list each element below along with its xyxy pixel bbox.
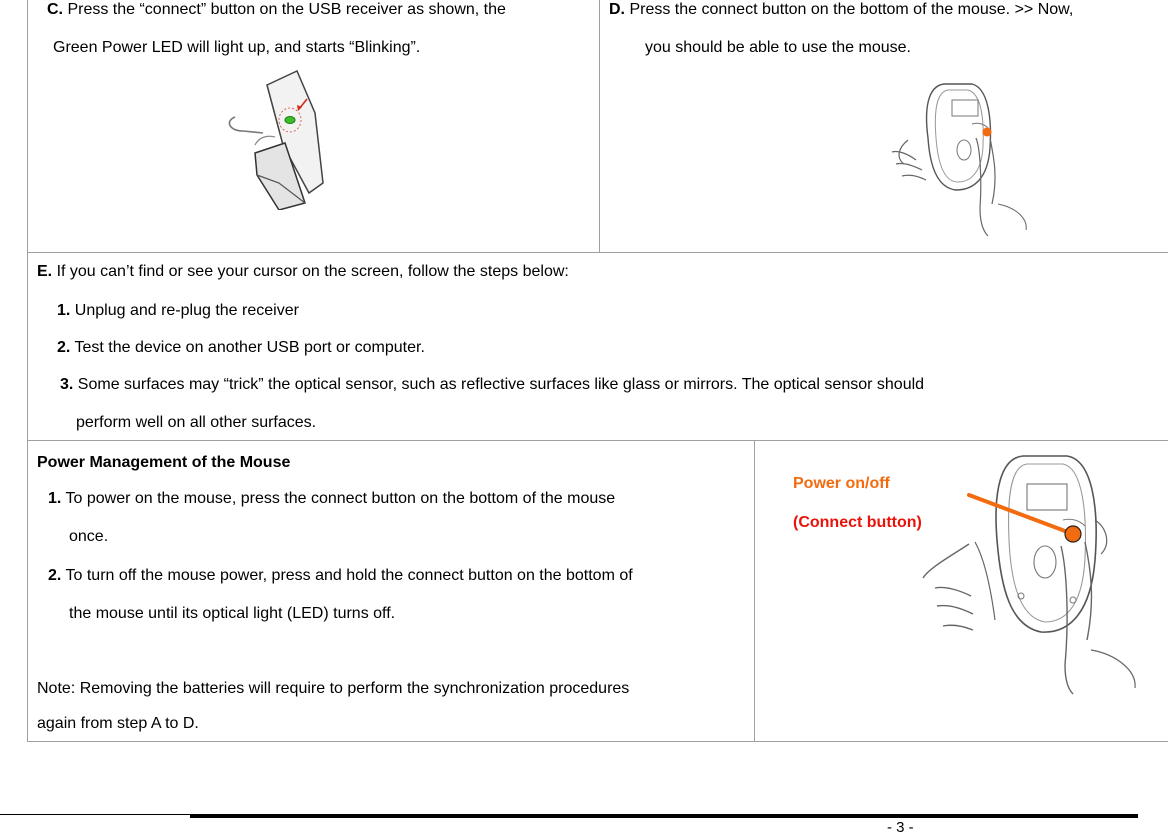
section-e-step1: 1. Unplug and re-plug the receiver [57, 302, 299, 319]
table-bottom-border [27, 741, 1168, 742]
section-e-intro: E. If you can’t find or see your cursor on the screen, follow the steps below: [37, 263, 569, 280]
footer-rule-thick [190, 815, 1138, 818]
power-title: Power Management of the Mouse [37, 454, 291, 471]
power-item1-line1: 1. To power on the mouse, press the connect button on the bottom of the mouse [48, 490, 616, 507]
table-left-border [27, 0, 28, 742]
section-e-step2: 2. Test the device on another USB port or computer. [57, 339, 425, 356]
mouse-power-illustration [915, 450, 1140, 695]
section-d-label: D. [609, 1, 625, 18]
mouse-connect-illustration [888, 78, 1033, 238]
row-divider-2 [27, 440, 1168, 441]
usb-receiver-illustration [225, 65, 335, 210]
section-c-line1: C. Press the “connect” button on the USB receiver as shown, the [47, 1, 506, 18]
power-item1-line2: once. [69, 528, 109, 545]
cell-divider-cd [599, 0, 600, 253]
connect-button-icon [983, 128, 992, 137]
callout-connect-button: (Connect button) [793, 514, 922, 531]
callout-power-onoff: Power on/off [793, 475, 890, 492]
power-item2-line2: the mouse until its optical light (LED) turns off. [69, 605, 396, 622]
power-note-line1: Note: Removing the batteries will require to perform the synchronization procedures [37, 680, 630, 697]
power-note-line2: again from step A to D. [37, 715, 199, 732]
row-divider-1 [27, 252, 1168, 253]
section-e-label: E. [37, 263, 53, 280]
green-led-icon [285, 117, 295, 124]
section-c-label: C. [47, 1, 63, 18]
connect-button-marker-icon [1065, 526, 1081, 542]
cell-divider-power [754, 440, 755, 742]
section-d-line2: you should be able to use the mouse. [645, 39, 911, 56]
power-item2-line1: 2. To turn off the mouse power, press and hold the connect button on the bottom of [48, 567, 633, 584]
section-e-step3: 3. Some surfaces may “trick” the optical sensor, such as reflective surfaces like glass or mirrors. The optical sensor should [60, 376, 925, 393]
section-e-step3-cont: perform well on all other surfaces. [76, 414, 317, 431]
callout-pointer-line [965, 490, 1085, 550]
section-c-line2: Green Power LED will light up, and starts “Blinking”. [53, 39, 421, 56]
page-number: - 3 - [887, 819, 914, 836]
section-d-line1: D. Press the connect button on the bottom of the mouse. >> Now, [609, 1, 1074, 18]
